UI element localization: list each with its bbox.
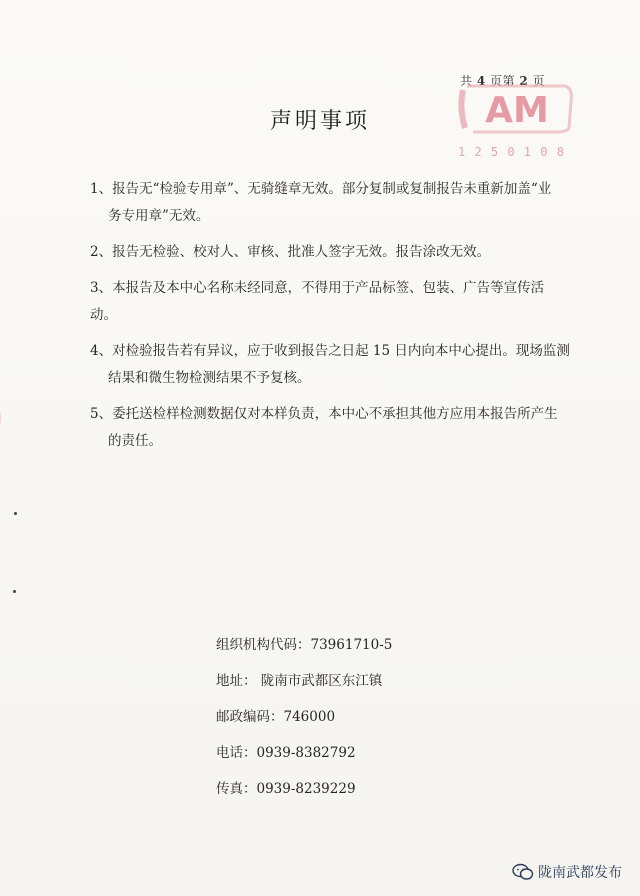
phone: 电话：0939-8382792: [216, 745, 356, 761]
scan-speck: [14, 512, 17, 515]
clause-item: [90, 176, 570, 230]
clause-item: [90, 239, 570, 266]
fax: 传真：0939-8239229: [216, 781, 356, 797]
clause-line: 结果和微生物检测结果不予复核。: [108, 370, 311, 386]
stamp-serial: 1 2 5 0 1 0 8: [458, 145, 565, 159]
scan-speck: [13, 590, 16, 593]
page-title: 声明事项: [269, 109, 370, 134]
org-code: 组织机构代码：73961710-5: [216, 637, 393, 653]
wechat-icon: [512, 863, 534, 881]
contact-info: [216, 634, 392, 814]
footer-source: [512, 862, 622, 882]
clause-line: 2、报告无检验、校对人、审核、批准人签字无效。报告涂改无效。: [90, 244, 491, 260]
side-seal-stamp: [0, 368, 20, 468]
clause-line: 5、委托送检样检测数据仅对本样负责，本中心不承担其他方应用本报告所产生: [90, 406, 558, 422]
clause-line: 的责任。: [108, 433, 162, 449]
address: 地址： 陇南市武都区东江镇: [216, 673, 383, 689]
postal-code: 邮政编码：746000: [216, 709, 336, 725]
clause-item: [90, 275, 570, 329]
clause-line: 务专用章”无效。: [108, 208, 210, 224]
svg-text:AM: AM: [485, 90, 549, 131]
clause-line: 4、对检验报告若有异议，应于收到报告之日起 15 日内向本中心提出。现场监测: [90, 343, 570, 359]
page-number: 共 4 页第 2 页: [460, 74, 546, 88]
clause-line: 1、报告无“检验专用章”、无骑缝章无效。部分复制或复制报告未重新加盖“业: [90, 181, 552, 197]
clause-line: 3、本报告及本中心名称未经同意，不得用于产品标签、包装、广告等宣传活动。: [90, 280, 545, 323]
footer-source-label: 陇南武都发布: [538, 865, 622, 881]
clause-item: [90, 338, 570, 392]
clause-item: [90, 401, 570, 455]
clause-list: [90, 176, 570, 464]
